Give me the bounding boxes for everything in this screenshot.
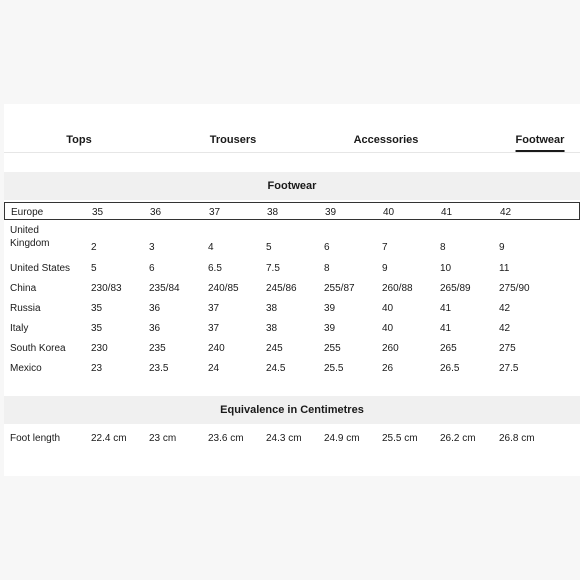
size-row-label: United States xyxy=(10,262,71,274)
size-row xyxy=(4,338,580,358)
size-cell: 275 xyxy=(499,342,516,354)
size-cell: 39 xyxy=(324,302,336,314)
category-tabs xyxy=(4,104,580,154)
size-row-label: Foot length xyxy=(10,432,61,444)
size-cell: 26.8 cm xyxy=(499,432,535,444)
size-cell: 41 xyxy=(440,302,452,314)
centimetres-header: Equivalence in Centimetres xyxy=(4,396,580,424)
size-cell: 7 xyxy=(382,242,388,253)
size-row-label: South Korea xyxy=(10,342,66,354)
size-row xyxy=(4,202,580,220)
size-cell: 8 xyxy=(324,262,330,274)
size-cell: 265 xyxy=(440,342,457,354)
size-cell: 26.2 cm xyxy=(440,432,476,444)
size-row-label: Italy xyxy=(10,322,29,334)
size-cell: 38 xyxy=(266,322,278,334)
size-cell: 38 xyxy=(267,206,279,218)
size-cell: 9 xyxy=(382,262,388,274)
size-cell: 42 xyxy=(499,302,511,314)
size-cell: 27.5 xyxy=(499,362,519,374)
tab-trousers[interactable]: Trousers xyxy=(209,134,257,146)
size-cell: 41 xyxy=(441,206,453,218)
size-cell: 23.6 cm xyxy=(208,432,244,444)
tab-tops[interactable]: Tops xyxy=(66,134,92,146)
size-cell: 38 xyxy=(266,302,278,314)
size-cell: 37 xyxy=(208,302,220,314)
size-cell: 6 xyxy=(149,262,155,274)
size-cell: 240/85 xyxy=(208,282,239,294)
size-cell: 230/83 xyxy=(91,282,122,294)
size-cell: 24 xyxy=(208,362,220,374)
size-cell: 24.3 cm xyxy=(266,432,302,444)
size-cell: 230 xyxy=(91,342,108,354)
size-cell: 6.5 xyxy=(208,262,222,274)
size-guide-panel xyxy=(4,104,580,476)
size-cell: 245/86 xyxy=(266,282,297,294)
size-cell: 25.5 cm xyxy=(382,432,418,444)
size-cell: 10 xyxy=(440,262,452,274)
size-cell: 23 xyxy=(91,362,103,374)
size-cell: 7.5 xyxy=(266,262,280,274)
size-row-label: Europe xyxy=(11,206,44,218)
size-cell: 260 xyxy=(382,342,399,354)
size-row xyxy=(4,428,580,448)
size-row xyxy=(4,318,580,338)
size-cell: 26 xyxy=(382,362,394,374)
size-cell: 40 xyxy=(383,206,395,218)
size-cell: 26.5 xyxy=(440,362,460,374)
size-cell: 42 xyxy=(500,206,512,218)
size-row xyxy=(4,220,580,258)
size-cell: 40 xyxy=(382,322,394,334)
size-cell: 23 cm xyxy=(149,432,177,444)
size-cell: 2 xyxy=(91,242,97,253)
size-cell: 39 xyxy=(325,206,337,218)
size-row xyxy=(4,258,580,278)
size-row-label: Russia xyxy=(10,302,41,314)
size-cell: 42 xyxy=(499,322,511,334)
size-row-label: China xyxy=(10,282,37,294)
size-row xyxy=(4,298,580,318)
size-cell: 36 xyxy=(149,302,161,314)
size-cell: 23.5 xyxy=(149,362,169,374)
size-cell: 260/88 xyxy=(382,282,413,294)
size-cell: 41 xyxy=(440,322,452,334)
size-cell: 22.4 cm xyxy=(91,432,127,444)
size-cell: 275/90 xyxy=(499,282,530,294)
tab-accessories[interactable]: Accessories xyxy=(353,134,419,146)
size-cell: 5 xyxy=(266,242,272,253)
footwear-header: Footwear xyxy=(4,172,580,200)
size-cell: 35 xyxy=(91,302,103,314)
size-cell: 265/89 xyxy=(440,282,471,294)
size-cell: 8 xyxy=(440,242,446,253)
size-cell: 35 xyxy=(91,322,103,334)
size-cell: 235/84 xyxy=(149,282,180,294)
size-cell: 37 xyxy=(209,206,221,218)
size-cell: 24.9 cm xyxy=(324,432,360,444)
size-row-label: United Kingdom xyxy=(10,225,50,249)
size-cell: 25.5 xyxy=(324,362,344,374)
size-cell: 235 xyxy=(149,342,166,354)
size-cell: 40 xyxy=(382,302,394,314)
tab-divider xyxy=(4,152,580,153)
size-cell: 240 xyxy=(208,342,225,354)
size-cell: 6 xyxy=(324,242,330,253)
size-cell: 36 xyxy=(149,322,161,334)
size-cell: 5 xyxy=(91,262,97,274)
size-cell: 36 xyxy=(150,206,162,218)
size-cell: 39 xyxy=(324,322,336,334)
size-cell: 255/87 xyxy=(324,282,355,294)
size-cell: 255 xyxy=(324,342,341,354)
size-cell: 24.5 xyxy=(266,362,286,374)
size-cell: 3 xyxy=(149,242,155,253)
size-cell: 4 xyxy=(208,242,214,253)
size-cell: 11 xyxy=(499,262,510,274)
size-cell: 37 xyxy=(208,322,220,334)
size-cell: 245 xyxy=(266,342,283,354)
tab-footwear[interactable]: Footwear xyxy=(516,134,565,152)
size-cell: 35 xyxy=(92,206,104,218)
size-row xyxy=(4,358,580,378)
size-row-label: Mexico xyxy=(10,362,42,374)
size-row xyxy=(4,278,580,298)
size-cell: 9 xyxy=(499,242,505,253)
